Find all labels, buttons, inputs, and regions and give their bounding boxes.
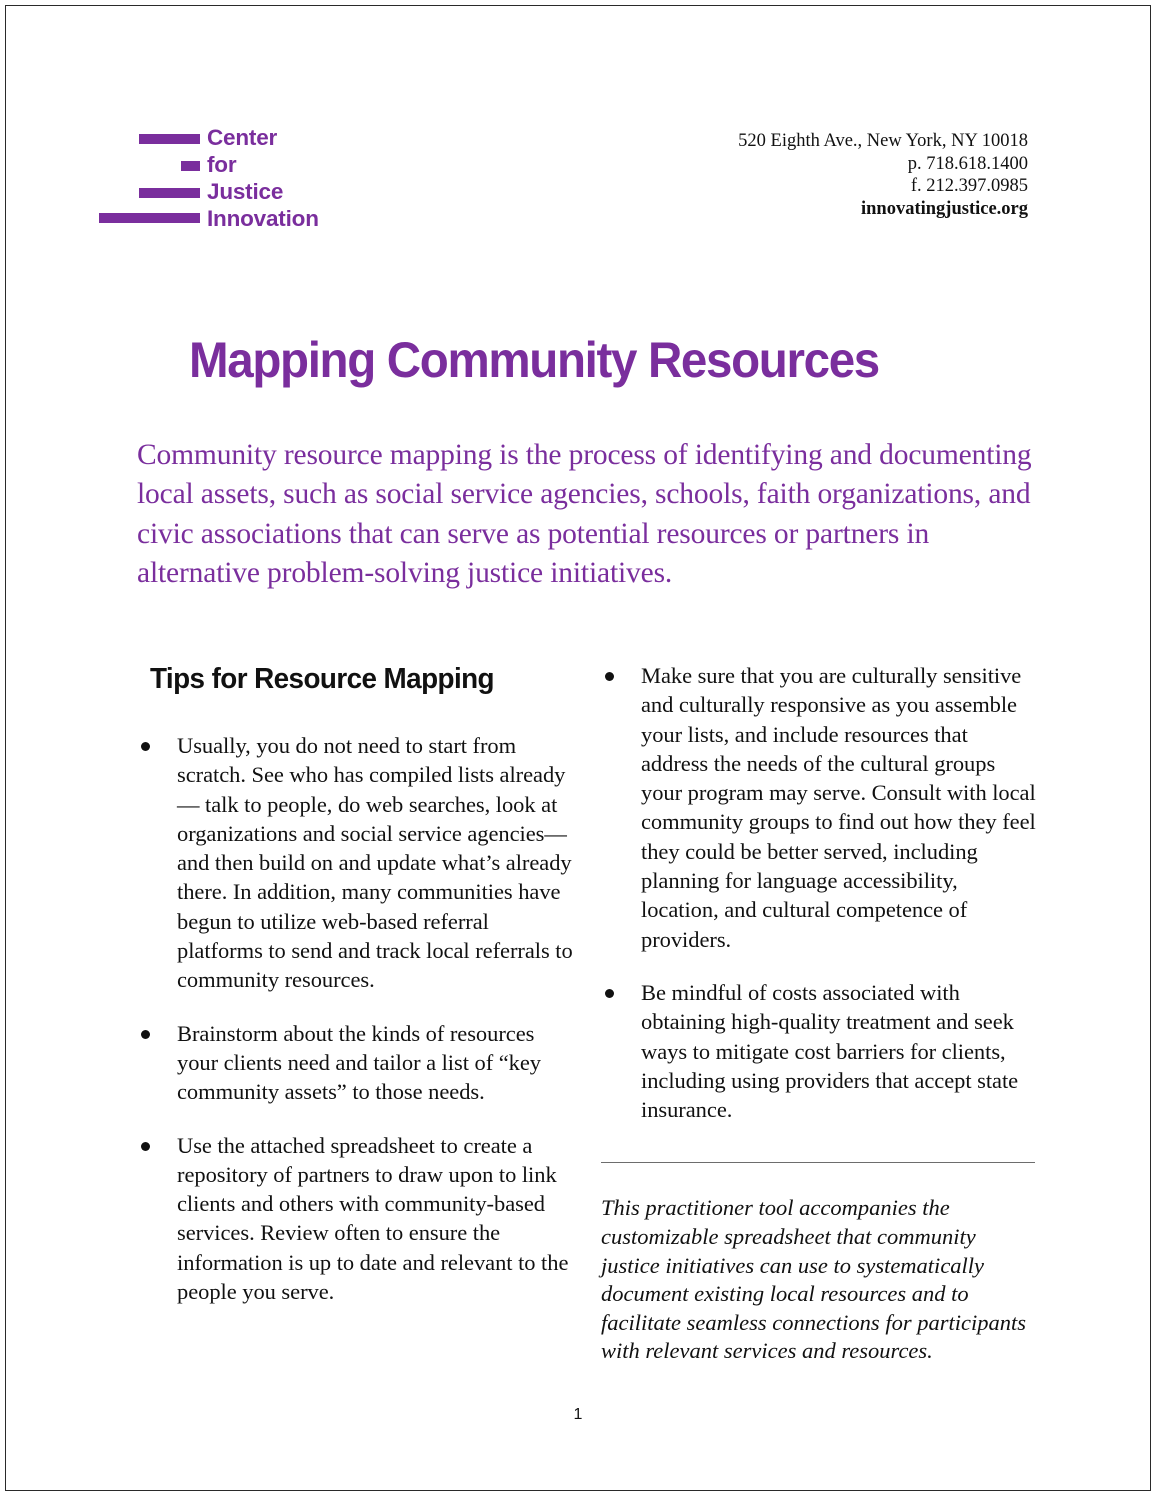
logo-line-3: Justice [207,179,284,204]
intro-paragraph: Community resource mapping is the process of identifying and documenting local assets, such as social service agencies, schools, faith organizations, and civic associations that can serve as potential resources or partners in alternative problem-solving justice initiatives. [137,438,1032,589]
organization-logo [94,124,354,231]
bullet-dot-icon [141,1030,150,1039]
tips-list-left [134,731,574,1306]
list-item [134,731,574,995]
logo-line-2: for [207,152,237,177]
logo-line-4: Innovation [207,206,319,231]
logo-bar-2 [181,161,200,171]
logo-bar-3 [139,188,200,198]
list-item [598,661,1038,954]
list-item [134,1131,574,1307]
contact-block [738,130,1028,220]
logo-line-1: Center [207,125,278,150]
bullet-dot-icon [605,672,614,681]
document-page [5,5,1151,1491]
list-item-text: Be mindful of costs associated with obtaining high-quality treatment and seek ways to mitigate cost barriers for clients, including using providers that accept state insurance. [641,979,1019,1123]
page-title: Mapping Community Resources [189,331,879,388]
list-item [598,978,1038,1124]
contact-fax: f. 212.397.0985 [910,176,1028,196]
list-item-text: Use the attached spreadsheet to create a repository of partners to draw upon to link clients and others with community-based services. Review often to ensure the information is up to date and relevant to the people you serve. [177,1132,569,1305]
section-heading-tips: Tips for Resource Mapping [150,663,494,695]
bullet-dot-icon [141,1142,150,1151]
list-item-text: Make sure that you are culturally sensitive and culturally responsive as you assemble your lists, and include resources that address the needs of the cultural groups your program may serve. Consult with local community groups to find out how they feel they could be better served, including planning for language accessibility, location, and cultural competence of providers. [641,663,1036,952]
practitioner-note: This practitioner tool accompanies the customizable spreadsheet that community justice initiatives can use to systematically document existing local resources and to facilitate seamless connections for participants with relevant services and resources. [601,1195,1026,1364]
contact-website[interactable]: innovatingjustice.org [860,198,1028,219]
list-item-text: Usually, you do not need to start from scratch. See who has compiled lists already— talk to people, do web searches, look at organizations and social service agencies—and then build on and update what’s already there. In addition, many communities have begun to utilize web-based referral platforms to send and track local referrals to community resources. [177,733,573,993]
list-item [134,1019,574,1107]
section-divider [601,1162,1035,1163]
tips-list-right [598,661,1038,1124]
left-column [134,661,574,1306]
logo-bar-1 [139,134,200,144]
page-number: 1 [573,1406,583,1423]
logo-wordmark [207,124,319,232]
logo-bars-icon [94,124,204,224]
logo-bar-4 [99,213,200,223]
list-item-text: Brainstorm about the kinds of resources your clients need and tailor a list of “key community assets” to those needs. [177,1020,541,1105]
contact-phone: p. 718.618.1400 [907,153,1028,174]
page-header [6,6,1150,236]
right-column [598,661,1038,1366]
bullet-dot-icon [605,989,614,998]
contact-address: 520 Eighth Ave., New York, NY 10018 [738,131,1028,151]
bullet-dot-icon [141,742,150,751]
